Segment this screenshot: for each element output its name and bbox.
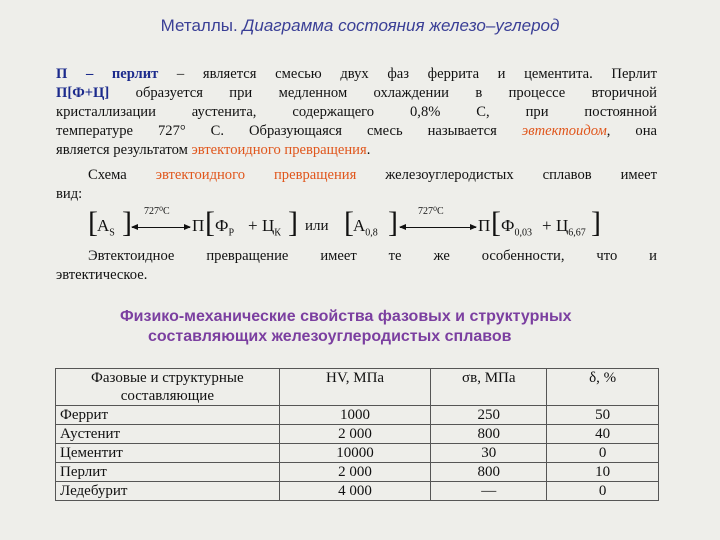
perlite-term: П – перлит xyxy=(56,66,159,82)
reversible-arrow-1 xyxy=(132,227,190,228)
header-sigma: σв, МПа xyxy=(431,369,547,406)
eutectoid-scheme: [ $A_S$ ] 727⁰С П [ $Ф_Р$ + $Ц_К$ ] или [ $A_{0,8}$ ] 727⁰С П [ $Ф_{0,03}$ + $Ц_{6,67}$ ] xyxy=(88,206,601,239)
eutectoid-line-2: эвтектическое. xyxy=(56,267,148,283)
scheme-line-1: Схема эвтектоидного превращения железоуглеродистых сплавов имеет xyxy=(88,167,658,183)
table-title: Физико-механические свойства фазовых и структурных составляющих железоуглеродистых сплавов xyxy=(120,308,572,345)
perlite-line-5: является результатом эвтектоидного превращения. xyxy=(56,142,371,158)
header-phase: Фазовые и структурные составляющие xyxy=(56,369,280,406)
title-rest: Диаграмма состояния железо–углерод xyxy=(242,16,560,35)
temperature-label-2: 727⁰С xyxy=(418,206,444,217)
table-row: Ледебурит 4 000 — 0 xyxy=(56,482,659,501)
scheme-term: эвтектоидного превращения xyxy=(155,167,357,183)
slide-title xyxy=(0,16,720,36)
header-delta: δ, % xyxy=(547,369,659,406)
header-hv: HV, МПа xyxy=(279,369,431,406)
table-row: Аустенит 2 000 800 40 xyxy=(56,425,659,444)
title-prefix: Металлы. xyxy=(160,16,238,35)
perlite-line-1: П – перлит – является смесью двух фаз феррита и цементита. Перлит xyxy=(56,66,657,82)
perlite-formula: П[Ф+Ц] xyxy=(56,85,110,101)
temperature-label-1: 727⁰С xyxy=(144,206,170,217)
perlite-line-2: П[Ф+Ц] образуется при медленном охлаждении в процессе вторичной xyxy=(56,85,657,101)
table-row: Перлит 2 000 800 10 xyxy=(56,463,659,482)
table-header-row xyxy=(56,369,659,406)
scheme-or: или xyxy=(305,218,329,234)
scheme-line-2: вид: xyxy=(56,186,83,202)
table-row: Цементит 10000 30 0 xyxy=(56,444,659,463)
eutectoid-term: эвтектоидом xyxy=(521,123,607,139)
perlite-line-4: температуре 727° С. Образующаяся смесь называется эвтектоидом, она xyxy=(56,123,657,139)
reversible-arrow-2 xyxy=(400,227,476,228)
eutectoid-line-1: Эвтектоидное превращение имеет те же особенности, что и xyxy=(88,248,657,264)
eutectoid-transformation-term: эвтектоидного превращения xyxy=(191,142,367,158)
perlite-line-3: кристаллизации аустенита, содержащего 0,8% С, при постоянной xyxy=(56,104,657,120)
properties-table xyxy=(55,368,659,501)
table-row: Феррит 1000 250 50 xyxy=(56,406,659,425)
